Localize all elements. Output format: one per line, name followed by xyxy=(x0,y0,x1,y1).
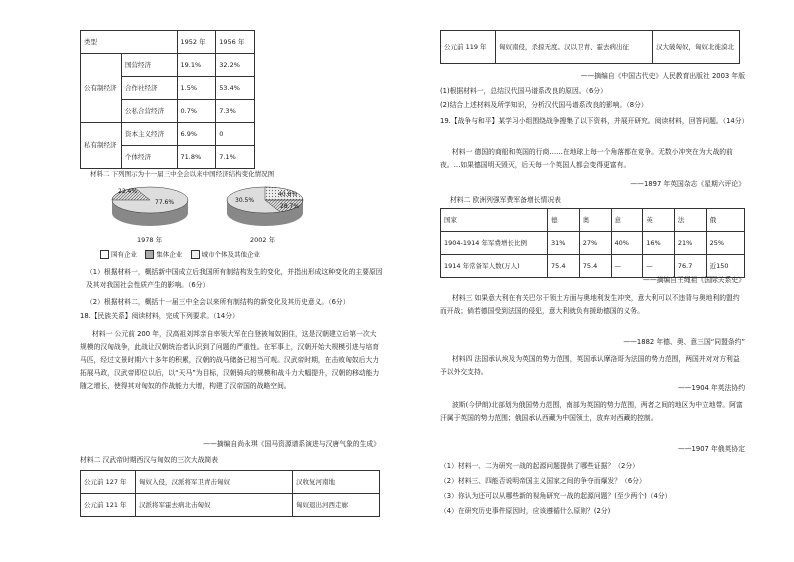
material-4-right-source: ——1904 年英法协约 xyxy=(677,384,745,392)
table-cell: 公元前 121 年 xyxy=(81,494,136,517)
economy-table xyxy=(80,30,255,169)
table-header-cell: 英 xyxy=(643,209,675,232)
table-header-cell: 法 xyxy=(674,209,706,232)
group-cell: 私有制经济 xyxy=(81,123,122,169)
material-4-right: 材料四 法国承认埃及为英国的势力范围，英国承认摩洛哥为法国的势力范围，两国并对对方利益予以外交支持。 xyxy=(440,355,740,376)
table-cell: 75.4 xyxy=(548,255,580,278)
pie-1978-year: 1978 年 xyxy=(137,236,163,244)
material-3-right: 材料三 如果意大利在有关巴尔干领土方面与奥地利发生冲突，意大利可以不违背与奥地利的盟约而开战；倘若德国受到法国的侵犯，意大利就负有援助德国的义务。 xyxy=(440,294,740,315)
table-cell: 1904-1914 年军费增长比例 xyxy=(441,232,548,255)
table-cell: 6.9% xyxy=(177,123,216,146)
table-cell: 合作社经济 xyxy=(122,77,178,100)
material-1-source: ——摘编自尚永琪《国马资源谱系演进与汉唐气象的生成》 xyxy=(203,440,380,448)
table-row xyxy=(441,31,740,64)
table-header-cell: 奥 xyxy=(579,209,611,232)
table-cell: 40% xyxy=(611,232,643,255)
table-cell: 近150 xyxy=(706,255,744,278)
table-cell: 汉收复河南地 xyxy=(293,471,380,494)
table-header-cell: 意 xyxy=(611,209,643,232)
material-5-right-source: ——1907 年俄英协定 xyxy=(677,445,745,453)
table-cell: 19.1% xyxy=(177,54,216,77)
question-19-title: 19.【战争与和平】某学习小组围绕战争搜集了以下资料，并展开研究。阅读材料，回答问题。（14分） xyxy=(440,117,749,125)
pie-legend xyxy=(100,250,260,259)
table-row xyxy=(81,123,255,146)
material-2-right-caption: 材料二 欧洲列强军费军备增长情况表 xyxy=(450,196,561,204)
pie-1978 xyxy=(112,187,188,226)
table-cell: 公私合营经济 xyxy=(122,100,178,123)
table-row xyxy=(81,54,255,77)
question-18-2: (2)结合上述材料及所学知识，分析汉代国马谱系改良的影响。（8分） xyxy=(440,101,648,109)
pie-chart-figure xyxy=(100,180,320,250)
table-cell: 53.4% xyxy=(216,77,255,100)
question-19-4: （4）在研究历史事件原因时，应该遵循什么原则？(2分) xyxy=(440,507,611,515)
table-3-source: ——摘编自王绳祖《国际关系史》 xyxy=(643,276,745,284)
table-cell: 25% xyxy=(706,232,744,255)
pie-2002 xyxy=(227,187,303,226)
question-17-1: （1）根据材料一，概括新中国成立后我国所有制结构发生的变化，并指出形成这种变化的主要原因及其对我国社会性质产生的影响。（6分） xyxy=(86,268,383,289)
war-table-part2 xyxy=(440,30,740,64)
table-cell: 国营经济 xyxy=(122,54,178,77)
table-header-row xyxy=(441,209,745,232)
table-header-cell: 1952 年 xyxy=(177,31,216,54)
table-header-cell: 国家 xyxy=(441,209,548,232)
table-cell: 个体经济 xyxy=(122,146,178,169)
table-cell: 31% xyxy=(548,232,580,255)
table-cell: — xyxy=(611,255,643,278)
source-1: ——摘编自《中国古代史》人民教育出版社 2003 年版 xyxy=(580,72,745,80)
table-cell: 匈奴南侵，杀掠无度。汉以卫青、霍去病出征 xyxy=(496,31,653,64)
table-cell: 匈奴退出河西走廊 xyxy=(293,494,380,517)
war-table-part1 xyxy=(80,470,380,517)
table-cell: 汉大破匈奴，匈奴北徙漠北 xyxy=(653,31,740,64)
material-1-right-source: ——1897 年英国杂志《星期六评论》 xyxy=(630,180,745,188)
material-5-right: 波斯(今伊朗)北部划为俄国势力范围，南部为英国的势力范围，两者之间的地区为中立地带。阿富汗属于英国的势力范围；俄国承认西藏为中国领土，放弃对西藏的控制。 xyxy=(440,401,743,422)
table-cell: 7.1% xyxy=(216,146,255,169)
material-1-right: 材料一 德国的商船和英国的行商……在地球上每一个角落都在竞争。无数小冲突在为大战的前夜。…如果德国明天毁灭，后天每一个英国人都会变得更富有。 xyxy=(440,148,733,169)
table-cell: 16% xyxy=(643,232,675,255)
question-17-2: （2）根据材料二，概括十一届三中全会以来所有制结构的新变化及其历史意义。（6分） xyxy=(86,298,350,306)
table-cell: 71.8% xyxy=(177,146,216,169)
table-cell: 32.2% xyxy=(216,54,255,77)
legend-label: 集体企业 xyxy=(156,250,183,259)
material-1-text: 材料一 公元前 200 年，汉高祖刘邦亲自率领大军在白登被匈奴困住，这是汉朝建立后第一次大规模的汉匈战争，此战让汉朝统治者认识到了问题的严重性。在军事上，汉朝开始大规模引进与培育马匹，经过文景时期六十多年的积累，汉朝的战马储备已相当可观。汉武帝时期，在击败匈奴后大力拓展马政，汉武帝即位以后，以“天马”为目标，汉朝骑兵的规模和战斗力大幅提升，汉朝的移动能力随之增长，使得其对匈奴的作战能力大增，构建了汉帝国的战略空间。 xyxy=(80,330,380,390)
pie-2002-label-1: 40.8% xyxy=(278,191,298,198)
legend-label: 城市个体及其他企业 xyxy=(201,250,261,259)
group-cell: 公有制经济 xyxy=(81,54,122,123)
table-cell: 76.7 xyxy=(674,255,706,278)
table-cell: 27% xyxy=(579,232,611,255)
table-cell: 资本主义经济 xyxy=(122,123,178,146)
pie-2002-label-0: 30.5% xyxy=(235,197,255,204)
table-cell: 7.3% xyxy=(216,100,255,123)
table-header-cell: 俄 xyxy=(706,209,744,232)
table-row xyxy=(441,255,745,278)
legend-swatch-private xyxy=(191,250,200,259)
pie-2002-label-2: 28.7% xyxy=(280,203,300,210)
table-cell: 汉派将军霍去病北击匈奴 xyxy=(136,494,293,517)
table-header-row xyxy=(81,31,255,54)
material-3-right-source: ——1882 年德、奥、意三国“同盟条约” xyxy=(623,338,745,346)
material-2-caption: 材料二 下列图示为十一届三中全会以来中国经济结构变化情况图 xyxy=(90,170,275,178)
question-18-title: 18.【民族关系】阅读材料，完成下列要求。（14分） xyxy=(80,312,239,320)
pie-1978-label-1: 77.6% xyxy=(155,199,175,206)
table-cell: 75.4 xyxy=(579,255,611,278)
question-19-2: （2）材料三、四能否说明帝国主义国家之间的争夺而爆发？（6分） xyxy=(440,477,646,485)
table-row xyxy=(81,471,380,494)
military-table xyxy=(440,208,745,278)
legend-swatch-collective xyxy=(145,250,154,259)
question-19-1: （1）材料一、二为研究一战的起源问题提供了哪些证据？（2分） xyxy=(440,462,639,470)
question-18-1: (1)根据材料一，总结汉代国马谱系改良的原因。（6分） xyxy=(440,87,607,95)
table-cell: 1914 年常备军人数(万人) xyxy=(441,255,548,278)
table-cell: 公元前 119 年 xyxy=(441,31,496,64)
table-row xyxy=(81,494,380,517)
table-cell: 0.7% xyxy=(177,100,216,123)
pie-1978-label-0: 22.4% xyxy=(118,188,138,195)
table-header-cell: 1956 年 xyxy=(216,31,255,54)
table-cell: 匈奴入侵，汉派将军卫青击匈奴 xyxy=(136,471,293,494)
table-cell: 1.5% xyxy=(177,77,216,100)
table-cell: 21% xyxy=(674,232,706,255)
table-header-cell: 类型 xyxy=(81,31,178,54)
question-19-3: （3）你认为还可以从哪些新的视角研究一战的起源问题？(至少两个)（4分） xyxy=(440,492,672,500)
table-cell: — xyxy=(643,255,675,278)
table-header-cell: 德 xyxy=(548,209,580,232)
table-cell: 0 xyxy=(216,123,255,146)
table-cell: 公元前 127 年 xyxy=(81,471,136,494)
legend-swatch-state xyxy=(100,250,109,259)
pie-2002-year: 2002 年 xyxy=(250,236,276,244)
material-2-caption-left: 材料二 汉武帝时期西汉与匈奴的三次大战简表 xyxy=(80,456,219,464)
table-row xyxy=(441,232,745,255)
legend-label: 国有企业 xyxy=(111,250,137,259)
